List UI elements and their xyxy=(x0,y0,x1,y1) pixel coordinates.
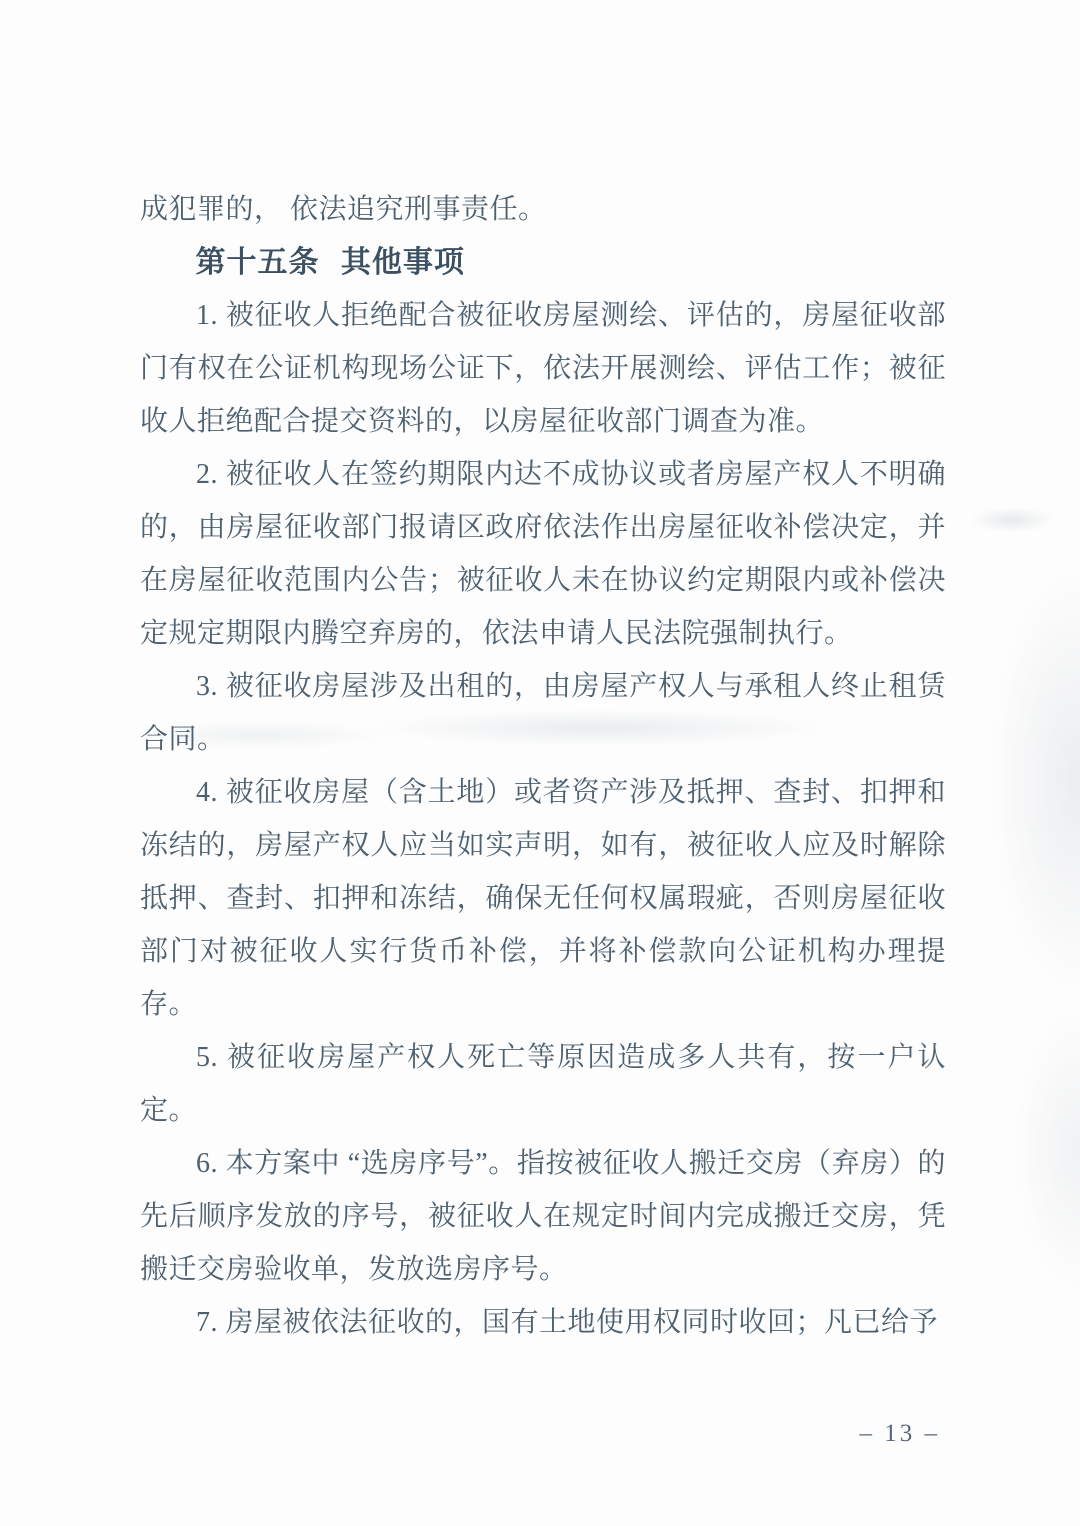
paragraph-continuation: 成犯罪的， 依法追究刑事责任。 xyxy=(140,194,547,225)
document-body xyxy=(140,183,946,1349)
page-number: – 13 – xyxy=(859,1420,940,1447)
paragraph: 4. 被征收房屋（含土地）或者资产涉及抵押、查封、扣押和冻结的，房屋产权人应当如实声明，如有，被征收人应及时解除抵押、查封、扣押和冻结，确保无任何权属瑕疵，否则房屋征收部门对被征收人实行货币补偿，并将补偿款向公证机构办理提存。 xyxy=(140,777,946,1020)
paragraph: 3. 被征收房屋涉及出租的，由房屋产权人与承租人终止租赁合同。 xyxy=(140,671,946,755)
paragraph: 7. 房屋被依法征收的，国有土地使用权同时收回；凡已给予 xyxy=(196,1307,939,1338)
paragraph: 2. 被征收人在签约期限内达不成协议或者房屋产权人不明确的，由房屋征收部门报请区政府依法作出房屋征收补偿决定，并在房屋征收范围内公告；被征收人未在协议约定期限内或补偿决定规定期限内腾空弃房的，依法申请人民法院强制执行。 xyxy=(140,459,946,649)
paragraph: 6. 本方案中 “选房序号”。指按被征收人搬迁交房（弃房）的先后顺序发放的序号，被征收人在规定时间内完成搬迁交房，凭搬迁交房验收单，发放选房序号。 xyxy=(140,1148,946,1285)
paragraph: 1. 被征收人拒绝配合被征收房屋测绘、评估的，房屋征收部门有权在公证机构现场公证下，依法开展测绘、评估工作；被征收人拒绝配合提交资料的，以房屋征收部门调查为准。 xyxy=(140,300,946,437)
paragraph: 5. 被征收房屋产权人死亡等原因造成多人共有，按一户认定。 xyxy=(140,1042,946,1126)
section-heading: 第十五条 其他事项 xyxy=(195,246,465,279)
